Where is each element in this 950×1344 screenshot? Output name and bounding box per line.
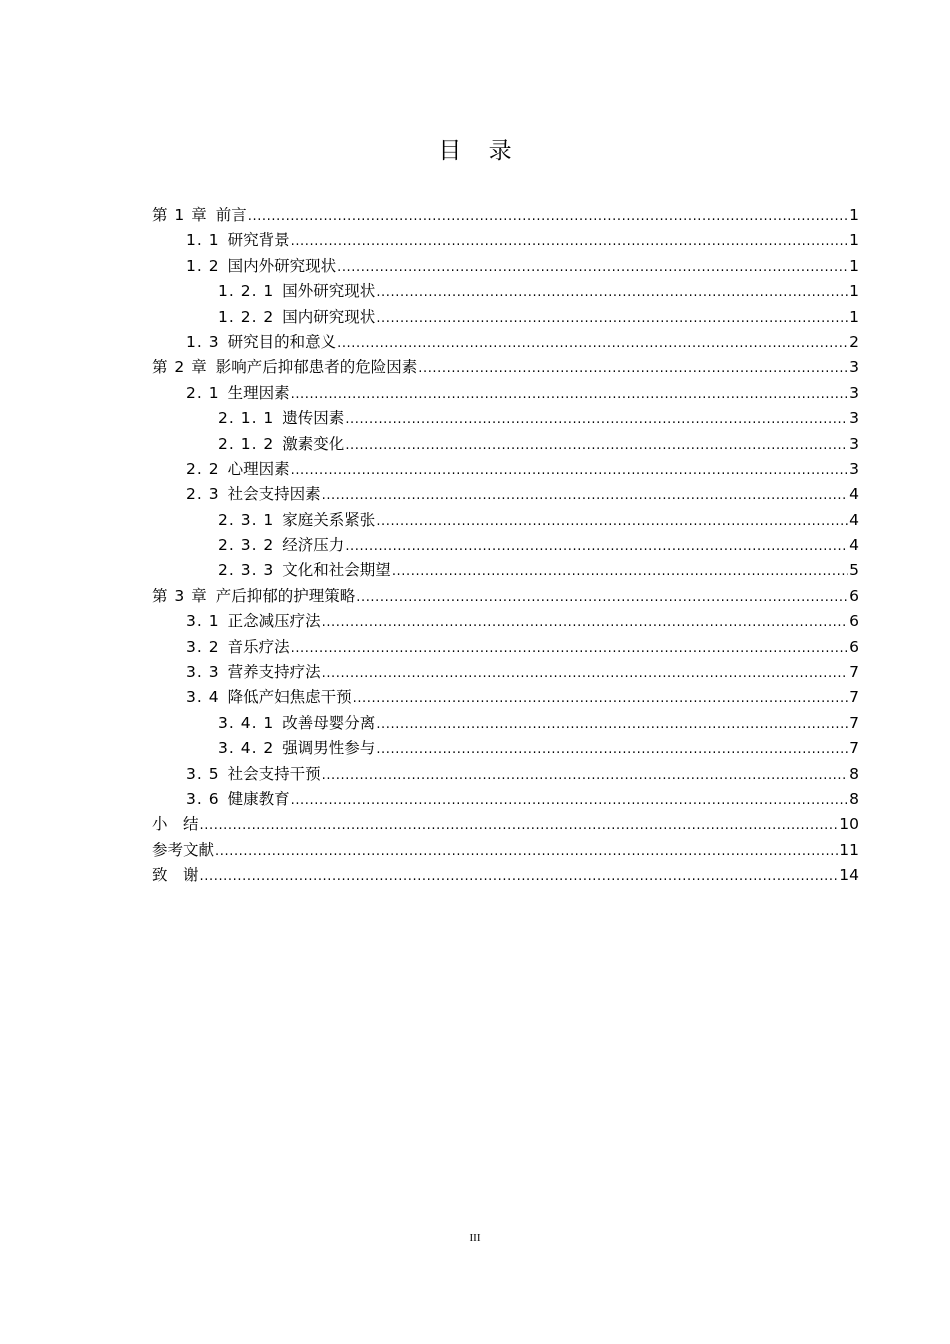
- toc-entry-page: 6: [849, 586, 859, 605]
- toc-entry-page: 7: [849, 663, 859, 682]
- toc-entry-label: [218, 533, 344, 558]
- toc-entry-title: 家庭关系紧张: [282, 510, 376, 529]
- toc-leader-dots: [376, 736, 848, 762]
- toc-entry-number: 2. 3. 1: [218, 510, 275, 529]
- toc-entry-label: [218, 305, 375, 330]
- toc-entry-page: 11: [839, 840, 859, 859]
- toc-entry-label: [186, 482, 321, 507]
- toc-entry-label: [186, 330, 336, 355]
- toc-entry-label: [186, 457, 290, 482]
- toc-entry-title: 强调男性参与: [282, 739, 376, 758]
- toc-entry-number: 1. 2. 2: [218, 307, 275, 326]
- toc-entry-title: 改善母婴分离: [282, 713, 376, 732]
- toc-leader-dots: [322, 660, 849, 686]
- toc-leader-dots: [291, 635, 849, 661]
- toc-entry-title: 经济压力: [282, 536, 345, 555]
- toc-leader-dots: [291, 457, 849, 483]
- toc-leader-dots: [322, 609, 849, 635]
- toc-entry-number: 1. 2. 1: [218, 282, 275, 301]
- toc-entry-label: [186, 660, 321, 685]
- toc-leader-dots: [392, 558, 848, 584]
- toc-entry-page: 3: [849, 434, 859, 453]
- table-of-contents: [152, 203, 859, 889]
- toc-entry-label: [186, 254, 336, 279]
- toc-entry-title: 国内研究现状: [282, 307, 376, 326]
- toc-entry-number: 2. 2: [186, 459, 220, 478]
- toc-entry-label: [218, 711, 375, 736]
- toc-entry[interactable]: [152, 254, 859, 279]
- toc-entry-page: 8: [849, 789, 859, 808]
- toc-entry-label: [218, 432, 344, 457]
- toc-entry-label: [186, 685, 352, 710]
- toc-entry-number: 3. 5: [186, 764, 220, 783]
- toc-entry-page: 4: [849, 485, 859, 504]
- toc-entry-title: 文化和社会期望: [282, 561, 391, 580]
- toc-entry-number: 3. 3: [186, 663, 220, 682]
- toc-entry-page: 1: [849, 231, 859, 250]
- toc-entry-page: 3: [849, 409, 859, 428]
- toc-entry-title: 社会支持干预: [227, 764, 321, 783]
- toc-entry[interactable]: [152, 279, 859, 304]
- toc-entry[interactable]: [152, 228, 859, 253]
- toc-entry-number: 2. 1. 1: [218, 409, 275, 428]
- toc-entry[interactable]: [152, 660, 859, 685]
- toc-entry-title: 激素变化: [282, 434, 345, 453]
- toc-entry[interactable]: [152, 508, 859, 533]
- toc-entry-label: [186, 635, 290, 660]
- toc-entry-page: 6: [849, 637, 859, 656]
- toc-entry-label: [186, 381, 290, 406]
- toc-entry[interactable]: [152, 635, 859, 660]
- toc-entry[interactable]: [152, 711, 859, 736]
- toc-entry-page: 1: [849, 256, 859, 275]
- toc-entry-title: 遗传因素: [282, 409, 345, 428]
- toc-entry-label: [152, 203, 247, 228]
- toc-entry-label: [186, 787, 290, 812]
- toc-entry[interactable]: [152, 432, 859, 457]
- toc-entry[interactable]: [152, 482, 859, 507]
- toc-entry-label: [218, 508, 375, 533]
- toc-entry-title: 心理因素: [227, 459, 290, 478]
- toc-entry-title: 致 谢: [152, 866, 199, 885]
- toc-entry-title: 前言: [215, 206, 247, 224]
- toc-entry[interactable]: [152, 762, 859, 787]
- toc-entry-title: 正念减压疗法: [227, 612, 321, 631]
- toc-entry-title: 小 结: [152, 815, 199, 834]
- toc-entry[interactable]: [152, 838, 859, 863]
- toc-entry-page: 14: [839, 866, 859, 885]
- toc-entry-number: 第 3 章: [152, 586, 208, 605]
- toc-entry[interactable]: [152, 330, 859, 355]
- toc-entry-page: 4: [849, 510, 859, 529]
- page-number: III: [469, 1232, 481, 1244]
- toc-entry-label: [186, 609, 321, 634]
- toc-entry-label: [218, 558, 391, 583]
- toc-entry-number: 第 2 章: [152, 358, 208, 377]
- toc-entry-number: 2. 1: [186, 383, 220, 402]
- toc-leader-dots: [418, 355, 848, 381]
- toc-leader-dots: [353, 685, 849, 711]
- toc-entry-title: 健康教育: [227, 789, 290, 808]
- toc-leader-dots: [322, 762, 849, 788]
- toc-entry-number: 3. 4. 1: [218, 713, 275, 732]
- toc-entry-title: 国外研究现状: [282, 282, 376, 301]
- toc-entry-title: 降低产妇焦虑干预: [227, 688, 352, 707]
- toc-entry-page: 1: [849, 206, 859, 224]
- toc-entry-number: 2. 3. 3: [218, 561, 275, 580]
- toc-entry-page: 3: [849, 383, 859, 402]
- toc-leader-dots: [337, 330, 848, 356]
- toc-leader-dots: [322, 482, 849, 508]
- toc-leader-dots: [215, 838, 838, 864]
- toc-entry-number: 3. 4: [186, 688, 220, 707]
- toc-entry-title: 影响产后抑郁患者的危险因素: [215, 358, 418, 377]
- toc-entry-label: [152, 584, 355, 609]
- toc-entry-number: 3. 4. 2: [218, 739, 275, 758]
- toc-leader-dots: [376, 508, 848, 534]
- toc-leader-dots: [248, 203, 848, 229]
- toc-leader-dots: [345, 533, 848, 559]
- toc-entry-number: 2. 3. 2: [218, 536, 275, 555]
- toc-entry-number: 3. 2: [186, 637, 220, 656]
- toc-entry-page: 7: [849, 739, 859, 758]
- toc-entry[interactable]: [152, 533, 859, 558]
- toc-entry-title: 参考文献: [152, 840, 215, 859]
- toc-entry-title: 产后抑郁的护理策略: [215, 586, 356, 605]
- toc-entry[interactable]: [152, 584, 859, 609]
- toc-entry[interactable]: [152, 685, 859, 710]
- toc-entry-label: [218, 279, 375, 304]
- toc-leader-dots: [291, 228, 849, 254]
- toc-entry-label: [152, 838, 214, 863]
- toc-entry-page: 5: [849, 561, 859, 580]
- toc-entry-label: [152, 863, 199, 888]
- toc-entry-number: 3. 1: [186, 612, 220, 631]
- toc-leader-dots: [337, 254, 848, 280]
- toc-entry-page: 6: [849, 612, 859, 631]
- toc-entry-title: 国内外研究现状: [227, 256, 337, 275]
- toc-entry-page: 4: [849, 536, 859, 555]
- toc-entry-label: [186, 228, 290, 253]
- toc-entry[interactable]: [152, 305, 859, 330]
- toc-entry[interactable]: [152, 381, 859, 406]
- toc-entry[interactable]: [152, 203, 859, 228]
- toc-entry-page: 10: [839, 815, 859, 834]
- toc-entry[interactable]: [152, 457, 859, 482]
- toc-entry-number: 1. 3: [186, 332, 220, 351]
- toc-entry[interactable]: [152, 812, 859, 837]
- toc-entry-title: 生理因素: [227, 383, 290, 402]
- page-title: 目 录: [438, 138, 522, 164]
- toc-entry-page: 3: [849, 358, 859, 377]
- toc-entry-page: 2: [849, 332, 859, 351]
- toc-entry[interactable]: [152, 609, 859, 634]
- toc-entry-number: 2. 3: [186, 485, 220, 504]
- toc-entry-label: [218, 736, 375, 761]
- toc-entry-page: 7: [849, 688, 859, 707]
- toc-leader-dots: [345, 406, 848, 432]
- toc-entry-label: [186, 762, 321, 787]
- toc-entry[interactable]: [152, 355, 859, 380]
- toc-entry-title: 音乐疗法: [227, 637, 290, 656]
- toc-entry-number: 第 1 章: [152, 206, 208, 224]
- toc-entry-page: 8: [849, 764, 859, 783]
- toc-entry-page: 3: [849, 459, 859, 478]
- toc-leader-dots: [356, 584, 848, 610]
- toc-entry-page: 1: [849, 307, 859, 326]
- toc-entry[interactable]: [152, 736, 859, 761]
- toc-leader-dots: [291, 787, 849, 813]
- toc-entry-title: 研究背景: [227, 231, 290, 250]
- toc-entry-number: 2. 1. 2: [218, 434, 275, 453]
- toc-entry-title: 研究目的和意义: [227, 332, 337, 351]
- toc-entry-title: 营养支持疗法: [227, 663, 321, 682]
- toc-leader-dots: [291, 381, 849, 407]
- toc-entry[interactable]: [152, 787, 859, 812]
- toc-entry-label: [152, 812, 199, 837]
- toc-leader-dots: [376, 711, 848, 737]
- toc-entry-number: 1. 1: [186, 231, 220, 250]
- toc-entry-number: 3. 6: [186, 789, 220, 808]
- toc-entry[interactable]: [152, 863, 859, 888]
- toc-leader-dots: [376, 305, 848, 331]
- toc-entry-number: 1. 2: [186, 256, 220, 275]
- toc-leader-dots: [200, 863, 839, 889]
- toc-entry-label: [152, 355, 417, 380]
- toc-entry-page: 1: [849, 282, 859, 301]
- toc-entry-title: 社会支持因素: [227, 485, 321, 504]
- toc-leader-dots: [345, 432, 848, 458]
- toc-leader-dots: [200, 812, 839, 838]
- toc-entry[interactable]: [152, 406, 859, 431]
- toc-entry[interactable]: [152, 558, 859, 583]
- toc-leader-dots: [376, 279, 848, 305]
- toc-entry-label: [218, 406, 344, 431]
- toc-entry-page: 7: [849, 713, 859, 732]
